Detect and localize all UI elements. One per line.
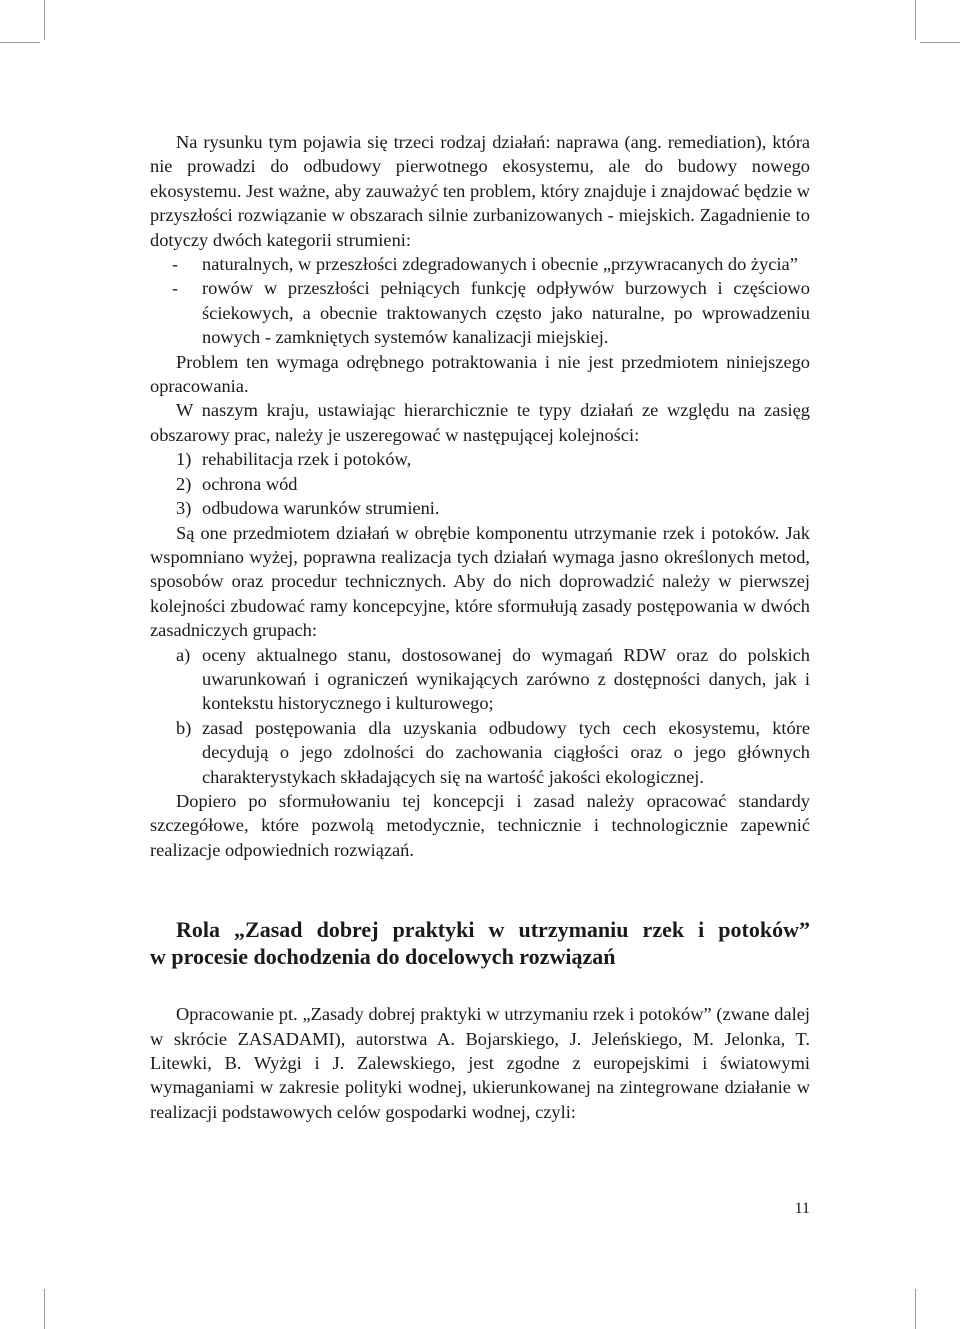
crop-mark-top-left-vertical [44,0,45,40]
lettered-list [150,643,810,789]
section-heading-line-2: w procesie dochodzenia do docelowych rozwiązań [150,944,616,970]
list-marker: a) [176,644,191,665]
list-marker: - [172,278,179,299]
paragraph-hierarchy: W naszym kraju, ustawiając hierarchicznie te typy działań ze względu na zasięg obszarowy prac, należy je uszeregować w następującej kolejności: [150,400,810,445]
list-item [150,716,810,789]
list-item [150,643,810,716]
paragraph-standards: Dopiero po sformułowaniu tej koncepcji i zasad należy opracować standardy szczegółowe, które pozwolą metodycznie, technicznie i technologicznie zapewnić realizacje odpowiednich rozwiązań. [150,790,810,860]
crop-mark-top-right-horizontal [920,42,960,43]
section-heading [150,916,810,970]
crop-mark-bottom-right-vertical [915,1289,916,1329]
list-item [150,252,810,276]
list-item-text: rehabilitacja rzek i potoków, [202,449,412,470]
list-item-text: naturalnych, w przeszłości zdegradowanych i obecnie „przywracanych do życia” [202,254,798,275]
list-item [150,472,810,496]
list-item [150,276,810,349]
list-item-text: zasad postępowania dla uzyskania odbudowy tych cech ekosystemu, które decydują o jego zdolności do zachowania ciągłości oraz o jego głównych charakterystykach składających się na wartość jakości ekologicznej. [202,717,810,787]
crop-mark-top-right-vertical [915,0,916,40]
list-item-text: oceny aktualnego stanu, dostosowanej do wymagań RDW oraz do polskich uwarunkowań i ograniczeń wynikających zarówno z dostępności danych, jak i kontekstu historycznego i kulturowego; [202,644,810,714]
numbered-list [150,447,810,520]
crop-mark-bottom-left-vertical [44,1289,45,1329]
paragraph-intro: Na rysunku tym pojawia się trzeci rodzaj działań: naprawa (ang. remediation), która nie prowadzi do odbudowy pierwotnego ekosystemu, ale do budowy nowego ekosystemu. Jest ważne, aby zauważyć ten problem, który znajduje i znajdować będzie w przyszłości rozwiązanie w obszarach silnie zurbanizowanych - miejskich. Zagadnienie to dotyczy dwóch kategorii strumieni: [150,132,810,250]
list-item-text: odbudowa warunków strumieni. [202,498,440,519]
list-item [150,496,810,520]
list-item-text: rowów w przeszłości pełniących funkcję odpływów burzowych i częściowo ściekowych, a obecnie traktowanych często jako naturalne, po wprowadzeniu nowych - zamkniętych systemów kanalizacji miejskiej. [202,278,810,348]
list-marker: - [172,254,179,275]
list-marker: 2) [176,473,192,494]
list-marker: 1) [176,449,192,470]
paragraph-zasady: Opracowanie pt. „Zasady dobrej praktyki w utrzymaniu rzek i potoków” (zwane dalej w skrócie ZASADAMI), autorstwa A. Bojarskiego, J. Jeleńskiego, M. Jelonka, T. Litewki, B. Wyżgi i J. Zalewskiego, jest zgodne z europejskimi i światowymi wymaganiami w zakresie polityki wodnej, ukierunkowanej na zintegrowane działanie w realizacji podstawowych celów gospodarki wodnej, czyli: [150,1004,810,1122]
paragraph-problem: Problem ten wymaga odrębnego potraktowania i nie jest przedmiotem niniejszego opracowania. [150,351,810,397]
dash-list [150,252,810,350]
page-number: 11 [794,1200,810,1217]
paragraph-components: Są one przedmiotem działań w obrębie komponentu utrzymanie rzek i potoków. Jak wspomniano wyżej, poprawna realizacja tych działań wymaga jasno określonych metod, sposobów oraz procedur technicznych. Aby do nich doprowadzić należy w pierwszej kolejności zbudować ramy koncepcyjne, które sformułują zasady postępowania w dwóch zasadniczych grupach: [150,522,810,641]
list-marker: b) [176,717,192,738]
page-body [150,130,810,1124]
crop-mark-top-left-horizontal [0,42,40,43]
list-item-text: ochrona wód [202,473,298,494]
list-item [150,447,810,471]
section-heading-line-1: Rola „Zasad dobrej praktyki w utrzymaniu rzek i potoków” [176,917,810,943]
list-marker: 3) [176,498,192,519]
